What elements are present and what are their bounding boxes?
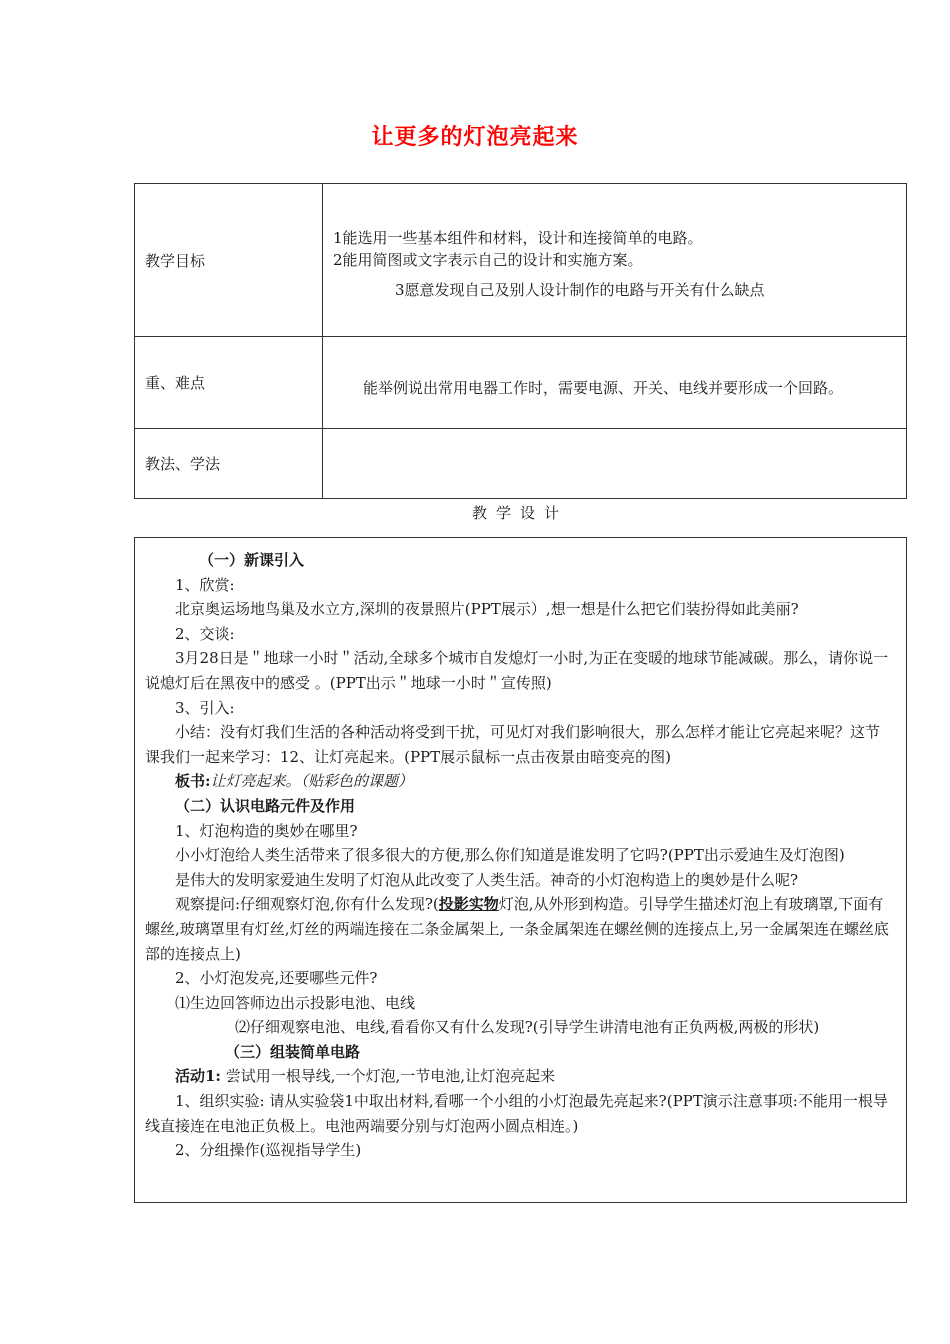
paragraph: 3月28日是＂地球一小时＂活动,全球多个城市自发熄灯一小时,为正在变暖的地球节能减碳。那么，请你说一说熄灯后在黑夜中的感受 。(PPT出示＂地球一小时＂宣传照) <box>145 649 889 692</box>
paragraph: ⑵仔细观察电池、电线,看看你又有什么发现?(引导学生讲清电池有正负两极,两极的形状) <box>235 1018 820 1037</box>
methods-label: 教法、学法 <box>135 429 323 499</box>
methods-content <box>323 429 907 499</box>
paragraph: 2、小灯泡发亮,还要哪些元件? <box>175 969 378 988</box>
paragraph: 1、组织实验: 请从实验袋1中取出材料,看哪一个小组的小灯泡最先亮起来?(PPT演示注意事项:不能用一根导线直接连在电池正负极上。电池两端要分别与灯泡两小圆点相连。) <box>145 1092 888 1135</box>
section-3-title: （三）组装简单电路 <box>225 1042 361 1061</box>
key-points-row <box>135 337 907 429</box>
key-points-text: 能举例说出常用电器工作时，需要电源、开关、电线并要形成一个回路。 <box>363 378 844 397</box>
text-run: 灯泡,从外形到构造。引导学生描述灯泡上有玻璃罩,下面有螺丝,玻璃罩里有灯丝,灯丝的两端连接在二条金属架上, 一条金属架连在螺丝侧的连接点上,另一金属架连在螺丝底部的连接点上) <box>145 895 889 963</box>
board-text: 让灯亮起来。（贴彩色的课题） <box>210 772 414 791</box>
objective-2: 2能用简图或文字表示自己的设计和实施方案。 <box>333 251 643 269</box>
lesson-info-table <box>134 183 907 499</box>
objectives-row <box>135 184 907 337</box>
page-title: 让更多的灯泡亮起来 <box>371 125 579 150</box>
section-1-title: （一）新课引入 <box>199 551 305 569</box>
teaching-design-box <box>134 537 907 1203</box>
activity-text: 尝试用一根导线,一个灯泡,一节电池,让灯泡亮起来 <box>225 1067 556 1086</box>
section-2-title: （二）认识电路元件及作用 <box>175 796 356 815</box>
objectives-label: 教学目标 <box>135 184 323 337</box>
methods-row <box>135 429 907 499</box>
paragraph: 小小灯泡给人类生活带来了很多很大的方便,那么你们知道是谁发明了它吗?(PPT出示爱迪生及灯泡图) <box>175 846 845 865</box>
paragraph: 1、欣赏: <box>175 575 235 594</box>
paragraph: 3、引入: <box>175 698 235 717</box>
board-label: 板书: <box>175 772 211 791</box>
text-run: 观察提问:仔细观察灯泡,你有什么发现?( <box>175 895 439 914</box>
activity-line <box>145 1064 894 1089</box>
design-heading: 教学设计 <box>471 504 568 522</box>
paragraph: ⑴生边回答师边出示投影电池、电线 <box>175 993 416 1012</box>
paragraph <box>145 892 894 966</box>
objective-1: 1能选用一些基本组件和材料，设计和连接简单的电路。 <box>333 229 703 247</box>
paragraph: 2、分组操作(巡视指导学生) <box>175 1141 362 1160</box>
paragraph: 是伟大的发明家爱迪生发明了灯泡从此改变了人类生活。神奇的小灯泡构造上的奥妙是什么呢? <box>175 870 799 889</box>
key-points-content <box>323 337 907 429</box>
paragraph: 北京奥运场地鸟巢及水立方,深圳的夜景照片(PPT展示）,想一想是什么把它们装扮得如此美丽? <box>175 600 799 619</box>
paragraph: 小结：没有灯我们生活的各种活动将受到干扰，可见灯对我们影响很大，那么怎样才能让它亮起来呢？这节课我们一起来学习：12、让灯亮起来。(PPT展示鼠标一点击夜景由暗变亮的图) <box>145 723 881 766</box>
underlined-term: 投影实物 <box>438 895 499 914</box>
key-points-label: 重、难点 <box>135 337 323 429</box>
objectives-content <box>323 184 907 337</box>
paragraph: 1、灯泡构造的奥妙在哪里? <box>175 821 358 840</box>
board-line <box>145 769 894 794</box>
activity-label: 活动1: <box>175 1067 221 1086</box>
objective-3: 3愿意发现自己及别人设计制作的电路与开关有什么缺点 <box>395 281 765 299</box>
paragraph: 2、交谈: <box>175 624 235 643</box>
